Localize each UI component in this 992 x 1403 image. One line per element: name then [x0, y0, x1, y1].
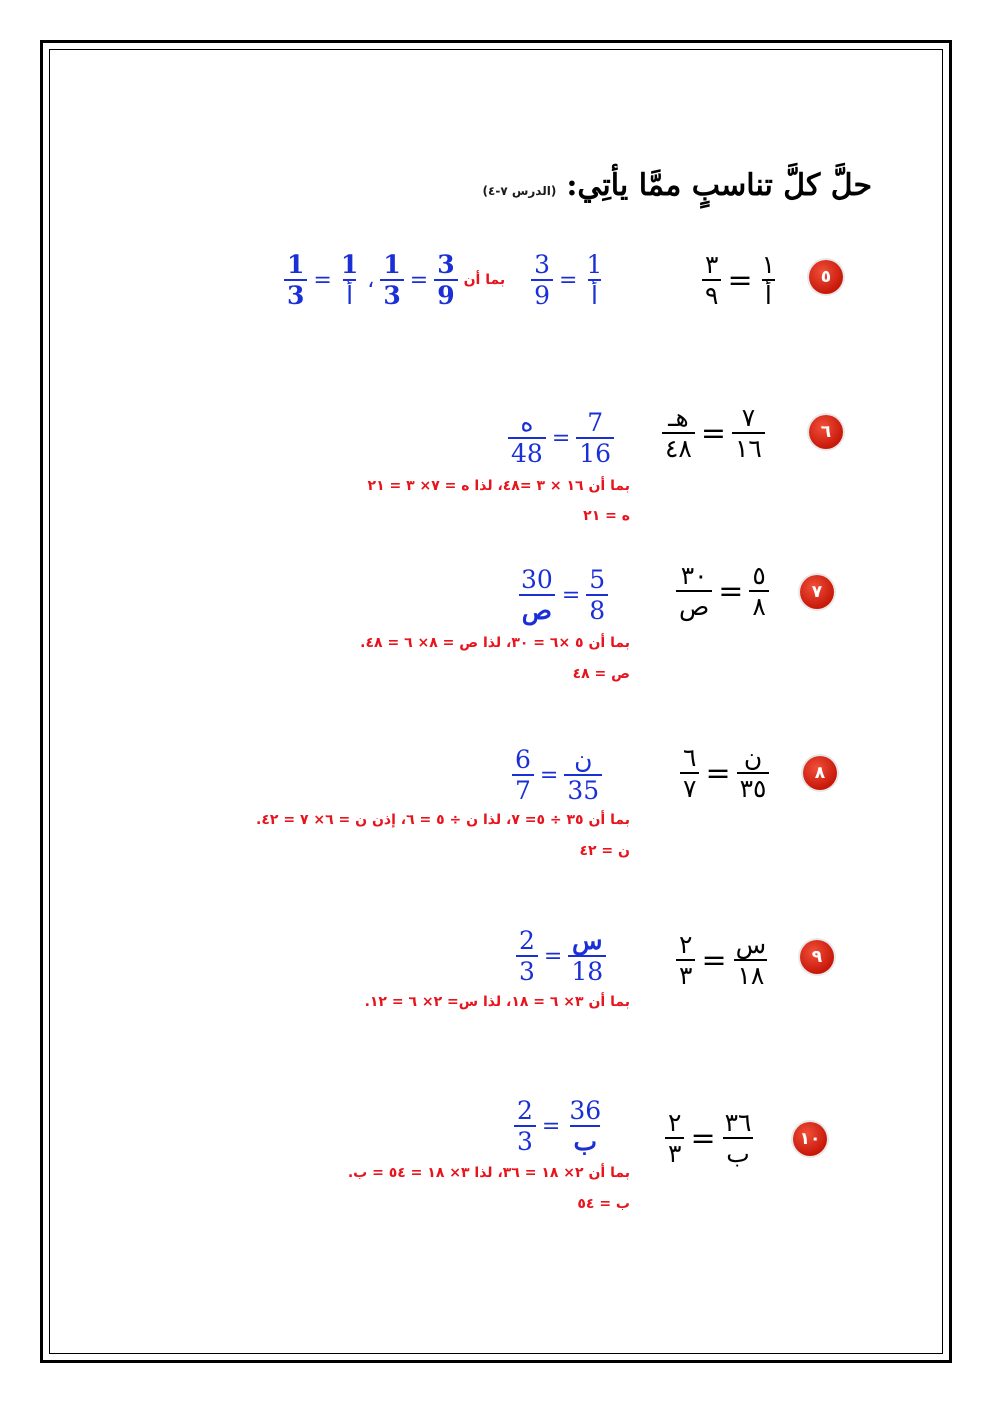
- fraction: $\frac{2}{3}$: [516, 928, 538, 984]
- fraction: $\frac{١}{\text{أ}}$: [761, 250, 776, 310]
- solution-result: ص = ٤٨: [572, 666, 630, 682]
- problem-number-badge: ١٠: [793, 1122, 827, 1156]
- worked-proportion: $\frac{6}{7}$ = $\frac{\text{ن}}{35}$: [512, 747, 602, 803]
- fraction: $\frac{1}{\text{أ}}$: [586, 250, 603, 310]
- problem-number-badge: ٥: [809, 260, 843, 294]
- fraction: $\frac{6}{7}$: [512, 747, 534, 803]
- solution-result: ه = ٢١: [583, 508, 630, 524]
- fraction: $\frac{\text{ن}}{35}$: [564, 747, 602, 803]
- problem-equation: $\frac{٢}{٣}$ = $\frac{\text{س}}{١٨}$: [676, 932, 769, 988]
- fraction: $\frac{٢}{٣}$: [676, 932, 695, 988]
- fraction: $\frac{٣٦}{\text{ب}}$: [724, 1108, 752, 1168]
- solution-result: ن = ٤٢: [579, 843, 630, 859]
- solution-note: بما أن ٣٥ ÷ ٥= ٧، لذا ن ÷ ٥ = ٦، إذن ن = ٦× ٧ = ٤٢.: [256, 812, 630, 828]
- solution-note: بما أن ٢× ١٨ = ٣٦، لذا ٣× ١٨ = ٥٤ = ب.: [347, 1165, 630, 1181]
- equals-sign: =: [727, 262, 753, 298]
- fraction: $\frac{٢}{٣}$: [665, 1110, 684, 1166]
- problem-number-badge: ٨: [803, 756, 837, 790]
- fraction: $\frac{3}{9}$: [434, 252, 457, 308]
- fraction: $\frac{\text{س}}{18}$: [568, 928, 606, 984]
- fraction: $\frac{3}{9}$: [531, 252, 553, 308]
- fraction: $\frac{\text{هـ}}{٤٨}$: [662, 405, 695, 461]
- problem-number-badge: ٩: [800, 940, 834, 974]
- fraction: $\frac{\text{ه}}{48}$: [508, 410, 546, 466]
- comma: ،: [367, 267, 375, 293]
- problem-number-badge: ٦: [809, 415, 843, 449]
- solution-note: بما أن ١٦ × ٣ =٤٨، لذا ه = ٧× ٣ = ٢١: [367, 478, 630, 494]
- fraction: $\frac{1}{\text{أ}}$: [340, 250, 359, 310]
- fraction: $\frac{٥}{٨}$: [749, 563, 768, 619]
- worked-proportion: $\frac{30}{\text{ص}}$ = $\frac{5}{8}$: [518, 567, 608, 623]
- fraction: $\frac{5}{8}$: [586, 567, 608, 623]
- problem-equation: $\frac{٦}{٧}$ = $\frac{\text{ن}}{٣٥}$: [680, 745, 769, 801]
- solution-note: بما أن ٥ ×٦ = ٣٠، لذا ص = ٨× ٦ = ٤٨.: [360, 635, 630, 651]
- worked-answer-line: $\frac{1}{3}$ = $\frac{1}{\text{أ}}$ ، $\frac{1}{3}$ = $\frac{3}{9}$ بما أن $\frac{3}{9}$ = $\frac{1}{\text{أ}}$: [284, 252, 605, 308]
- problem-equation: [702, 252, 778, 308]
- fraction: $\frac{٣٠}{\text{ص}}$: [676, 563, 712, 619]
- since-label: بما أن: [463, 272, 506, 288]
- fraction: $\frac{30}{\text{ص}}$: [518, 567, 556, 623]
- worked-proportion: $\frac{2}{3}$ = $\frac{36}{\text{ب}}$: [514, 1098, 604, 1154]
- problem-equation: $\frac{٢}{٣}$ = $\frac{٣٦}{\text{ب}}$: [665, 1110, 754, 1166]
- problem-number-badge: ٧: [800, 575, 834, 609]
- fraction: $\frac{٦}{٧}$: [680, 745, 699, 801]
- problem-equation: $\frac{\text{هـ}}{٤٨}$ = $\frac{٧}{١٦}$: [662, 405, 765, 461]
- lesson-reference: (الدرس ٧-٤): [482, 184, 557, 198]
- fraction: $\frac{2}{3}$: [514, 1098, 536, 1154]
- fraction: $\frac{٧}{١٦}$: [732, 405, 765, 461]
- fraction: $\frac{\text{ن}}{٣٥}$: [737, 745, 770, 801]
- page-border-inner: [49, 49, 943, 1354]
- fraction: $\frac{36}{\text{ب}}$: [569, 1096, 602, 1156]
- fraction: $\frac{7}{16}$: [576, 410, 614, 466]
- fraction: $\frac{٣}{٩}$: [702, 252, 721, 308]
- exercise-title: حلَّ كلَّ تناسبٍ ممَّا يأتِي:: [566, 168, 872, 203]
- solution-note: بما أن ٣× ٦ = ١٨، لذا س= ٢× ٦ = ١٢.: [364, 994, 630, 1010]
- exercise-heading: [483, 168, 872, 203]
- fraction: $\frac{1}{3}$: [284, 252, 307, 308]
- problem-equation: $\frac{٣٠}{\text{ص}}$ = $\frac{٥}{٨}$: [676, 563, 769, 619]
- solution-result: ب = ٥٤: [577, 1196, 630, 1212]
- worked-proportion: $\frac{\text{ه}}{48}$ = $\frac{7}{16}$: [508, 410, 614, 466]
- worked-proportion: $\frac{2}{3}$ = $\frac{\text{س}}{18}$: [516, 928, 606, 984]
- fraction: $\frac{1}{3}$: [380, 252, 403, 308]
- fraction: $\frac{\text{س}}{١٨}$: [735, 930, 767, 990]
